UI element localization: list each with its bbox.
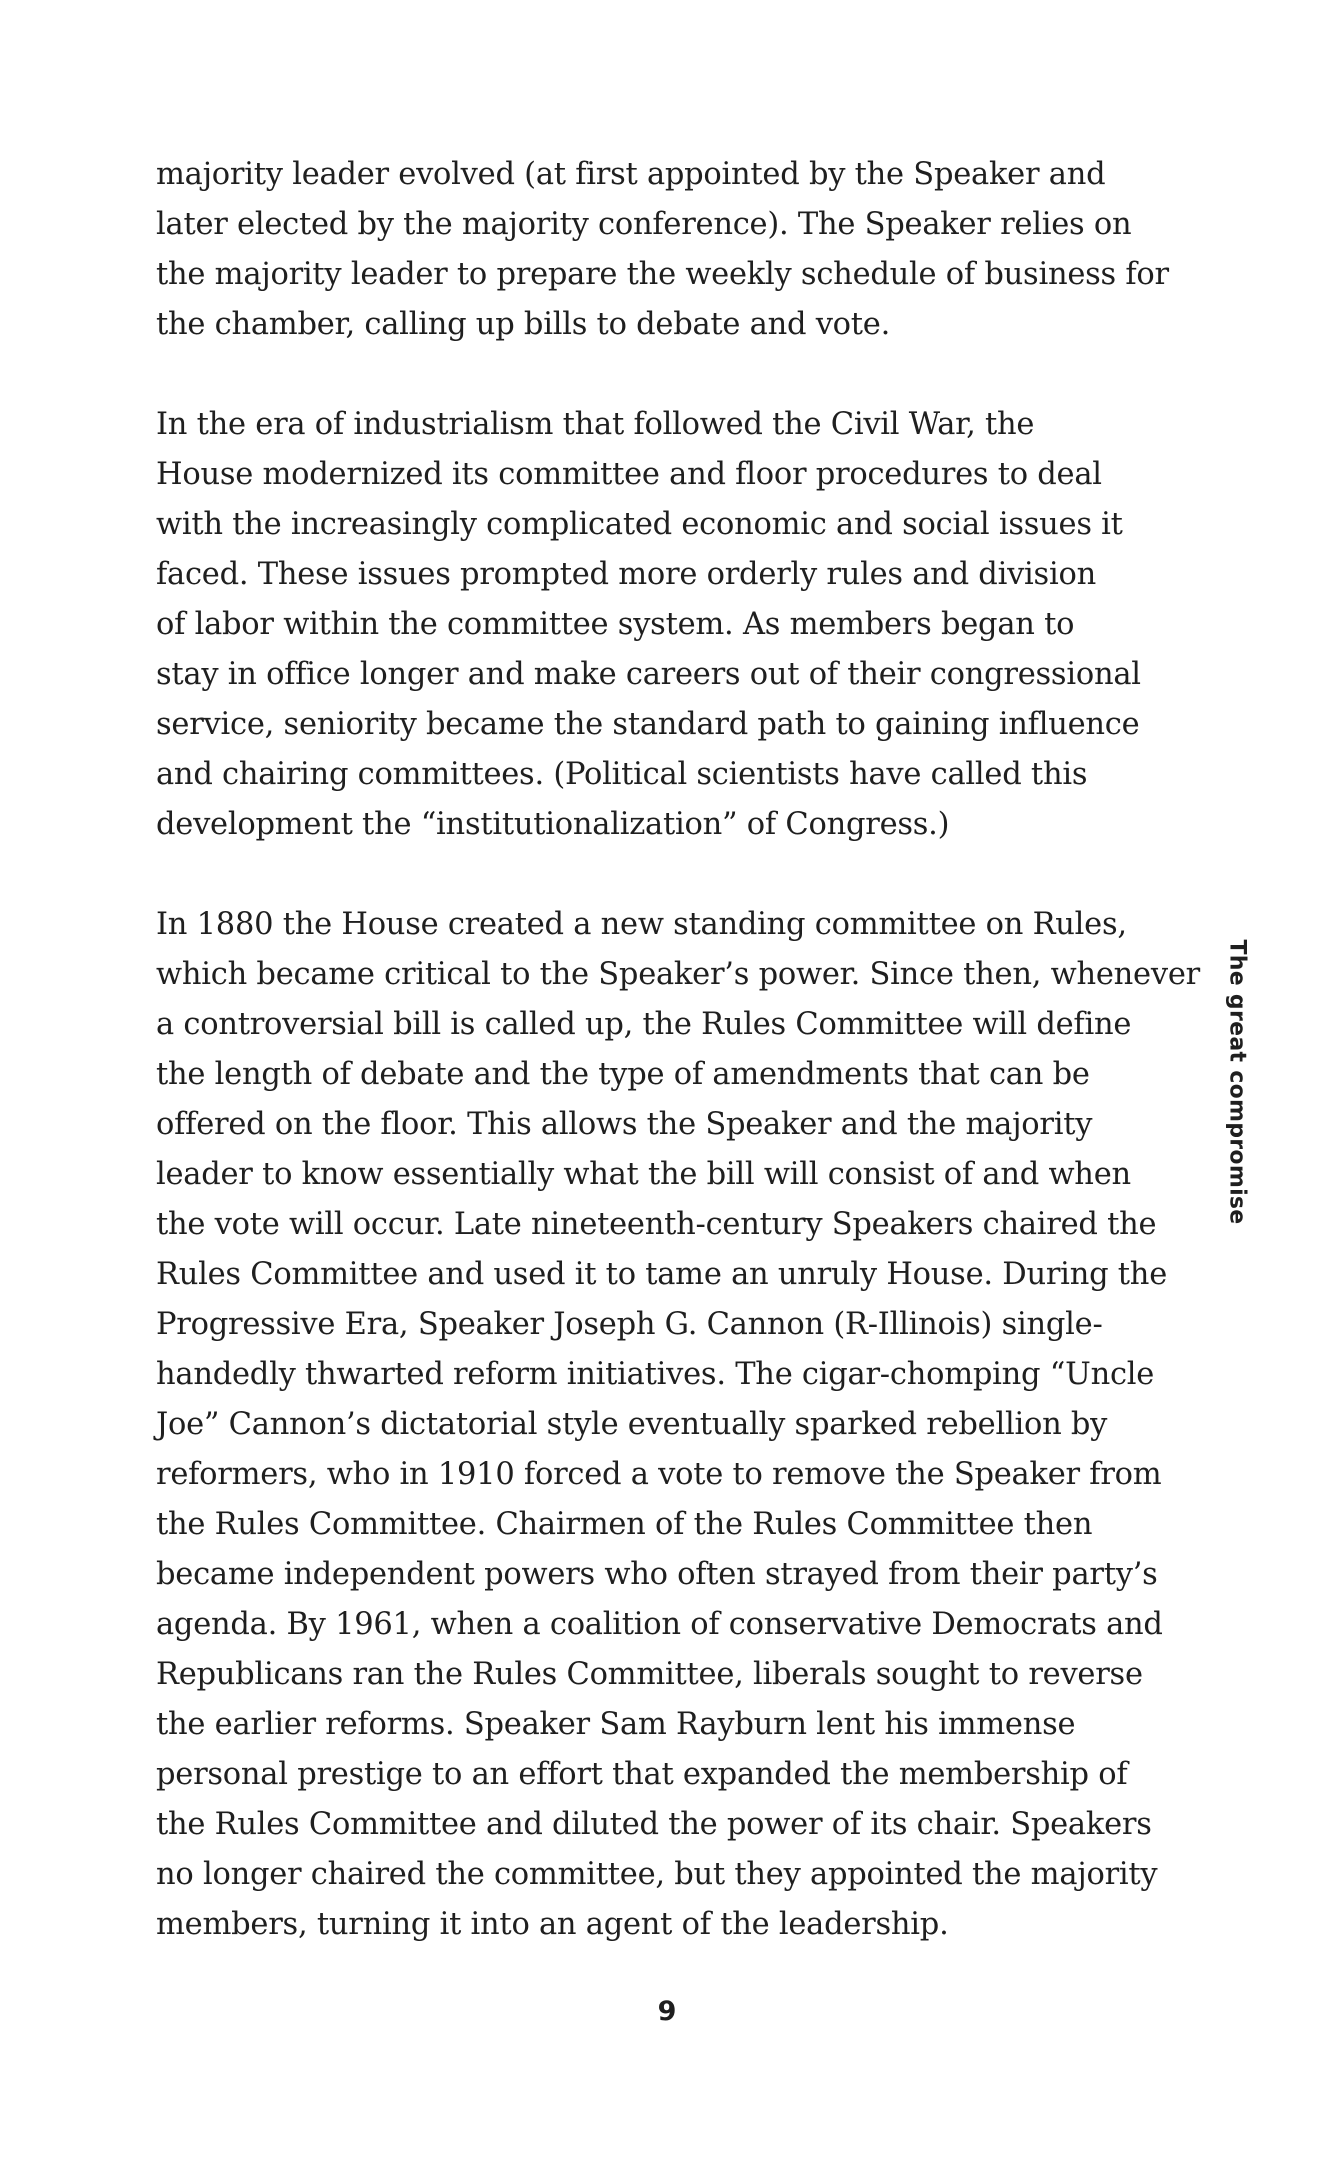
text-line: with the increasingly complicated economic and social issues it xyxy=(156,507,1123,542)
text-line: later elected by the majority conference). The Speaker relies on xyxy=(156,207,1132,242)
page-number: 9 xyxy=(657,1996,677,2027)
text-line: which became critical to the Speaker’s power. Since then, whenever xyxy=(156,957,1200,992)
text-line: and chairing committees. (Political scientists have called this xyxy=(156,757,1088,792)
text-line: the majority leader to prepare the weekly schedule of business for xyxy=(156,257,1169,292)
text-line: handedly thwarted reform initiatives. The cigar-chomping “Uncle xyxy=(156,1357,1155,1392)
paragraph xyxy=(156,150,1196,350)
text-line: Rules Committee and used it to tame an unruly House. During the xyxy=(156,1257,1168,1292)
text-line: leader to know essentially what the bill will consist of and when xyxy=(156,1157,1131,1192)
text-line: offered on the floor. This allows the Speaker and the majority xyxy=(156,1107,1093,1142)
text-line: faced. These issues prompted more orderly rules and division xyxy=(156,557,1096,592)
text-line: the chamber, calling up bills to debate and vote. xyxy=(156,307,891,342)
paragraph xyxy=(156,400,1196,850)
text-line: majority leader evolved (at first appointed by the Speaker and xyxy=(156,157,1106,192)
text-line: House modernized its committee and floor procedures to deal xyxy=(156,457,1102,492)
text-line: the Rules Committee and diluted the power of its chair. Speakers xyxy=(156,1807,1152,1842)
body-text xyxy=(156,150,1200,1950)
text-line: Joe” Cannon’s dictatorial style eventually sparked rebellion by xyxy=(156,1407,1108,1442)
text-line: service, seniority became the standard path to gaining influence xyxy=(156,707,1140,742)
text-line: no longer chaired the committee, but they appointed the majority xyxy=(156,1857,1158,1892)
text-line: reformers, who in 1910 forced a vote to remove the Speaker from xyxy=(156,1457,1162,1492)
text-line: the vote will occur. Late nineteenth-century Speakers chaired the xyxy=(156,1207,1157,1242)
text-line: Republicans ran the Rules Committee, liberals sought to reverse xyxy=(156,1657,1143,1692)
text-line: Progressive Era, Speaker Joseph G. Cannon (R-Illinois) single- xyxy=(156,1307,1103,1342)
text-line: development the “institutionalization” of Congress.) xyxy=(156,807,950,842)
text-line: In 1880 the House created a new standing committee on Rules, xyxy=(156,907,1127,942)
text-line: became independent powers who often strayed from their party’s xyxy=(156,1557,1158,1592)
text-line: the length of debate and the type of amendments that can be xyxy=(156,1057,1090,1092)
text-line: In the era of industrialism that followed the Civil War, the xyxy=(156,407,1035,442)
paragraph xyxy=(156,900,1200,1950)
text-line: personal prestige to an effort that expanded the membership of xyxy=(156,1757,1128,1792)
text-line: members, turning it into an agent of the leadership. xyxy=(156,1907,949,1942)
text-line: of labor within the committee system. As members began to xyxy=(156,607,1075,642)
text-line: agenda. By 1961, when a coalition of conservative Democrats and xyxy=(156,1607,1163,1642)
text-line: a controversial bill is called up, the Rules Committee will define xyxy=(156,1007,1132,1042)
text-line: the earlier reforms. Speaker Sam Rayburn lent his immense xyxy=(156,1707,1076,1742)
text-line: the Rules Committee. Chairmen of the Rules Committee then xyxy=(156,1507,1093,1542)
text-line: stay in office longer and make careers out of their congressional xyxy=(156,657,1141,692)
running-head: The great compromise xyxy=(1224,939,1250,1225)
